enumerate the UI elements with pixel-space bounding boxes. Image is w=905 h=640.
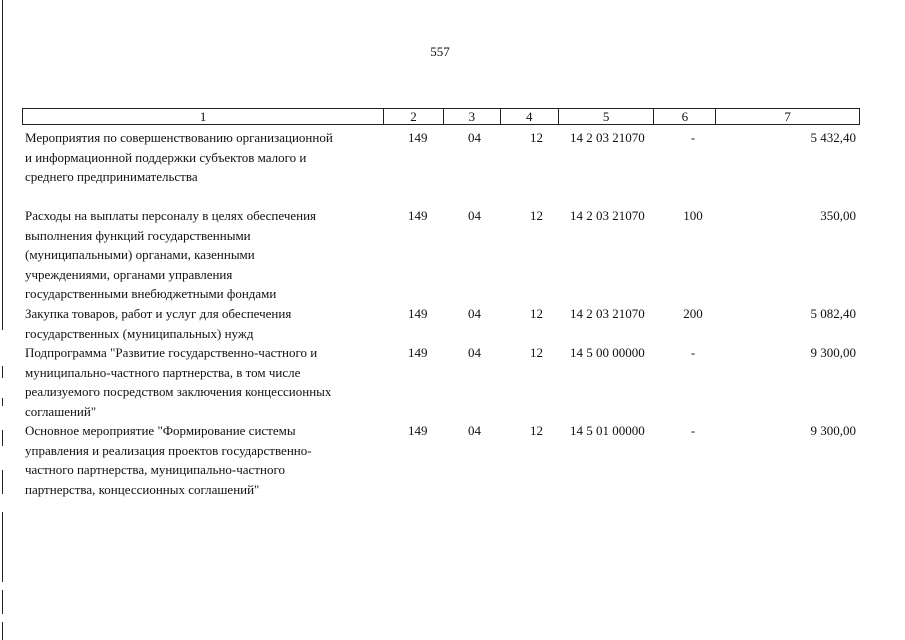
row-rz: 04: [468, 345, 481, 360]
row-vr: -: [690, 345, 696, 360]
row-name-line: Мероприятия по совершенствованию организационной: [25, 130, 333, 145]
row-rz: 04: [468, 306, 481, 321]
scan-edge-line: [2, 512, 3, 582]
column-number-2: 2: [384, 109, 444, 124]
row-name: [25, 206, 385, 304]
row-vr: -: [690, 423, 696, 438]
scan-edge-line: [2, 470, 3, 494]
row-csr: 14 5 00 00000: [570, 345, 645, 360]
column-number-1: 1: [23, 109, 384, 124]
row-csr: 14 2 03 21070: [570, 208, 645, 223]
row-name-line: Основное мероприятие "Формирование системы: [25, 423, 296, 438]
row-sum: 350,00: [820, 208, 856, 223]
row-name-line: Закупка товаров, работ и услуг для обеспечения: [25, 306, 292, 321]
row-name-line: выполнения функций государственными: [25, 227, 251, 243]
row-pr: 12: [530, 306, 543, 321]
scan-edge-line: [2, 622, 3, 640]
row-csr: 14 2 03 21070: [570, 130, 645, 145]
row-sum: 9 300,00: [810, 423, 856, 438]
row-rz: 04: [468, 208, 481, 223]
row-name: [25, 343, 385, 421]
row-name-line: реализуемого посредством заключения концессионных: [25, 384, 332, 399]
scan-edge-line: [2, 398, 3, 406]
row-name-line: соглашений": [25, 403, 97, 419]
row-name-line: государственными внебюджетными фондами: [25, 286, 277, 301]
scan-edge-line: [2, 366, 3, 378]
row-sum: 5 432,40: [810, 130, 856, 145]
column-number-4: 4: [501, 109, 559, 124]
row-name-line: Подпрограмма "Развитие государственно-частного и: [25, 345, 318, 360]
table-header-row: [22, 108, 860, 125]
row-pr: 12: [530, 208, 543, 223]
row-ved: 149: [408, 208, 428, 223]
column-number-6: 6: [654, 109, 716, 124]
page-number: 557: [430, 44, 450, 59]
row-csr: 14 2 03 21070: [570, 306, 645, 321]
row-ved: 149: [408, 423, 428, 438]
column-number-7: 7: [784, 109, 791, 124]
row-vr: -: [690, 130, 696, 145]
row-sum: 9 300,00: [810, 345, 856, 360]
row-name: [25, 421, 385, 499]
row-pr: 12: [530, 130, 543, 145]
row-vr: 200: [683, 306, 703, 321]
row-name-line: государственных (муниципальных) нужд: [25, 325, 254, 341]
row-rz: 04: [468, 423, 481, 438]
row-name-line: муниципально-частного партнерства, в том числе: [25, 364, 301, 380]
row-name-line: партнерства, концессионных соглашений": [25, 481, 260, 497]
row-name-line: среднего предпринимательства: [25, 169, 198, 184]
row-name-line: Расходы на выплаты персоналу в целях обеспечения: [25, 208, 317, 223]
row-csr: 14 5 01 00000: [570, 423, 645, 438]
row-ved: 149: [408, 345, 428, 360]
column-number-3: 3: [444, 109, 501, 124]
scan-edge-line: [2, 430, 3, 446]
row-pr: 12: [530, 423, 543, 438]
row-rz: 04: [468, 130, 481, 145]
row-name-line: (муниципальными) органами, казенными: [25, 247, 255, 262]
row-sum: 5 082,40: [810, 306, 856, 321]
row-name-line: учреждениями, органами управления: [25, 266, 233, 282]
row-name-line: и информационной поддержки субъектов малого и: [25, 149, 307, 165]
row-ved: 149: [408, 130, 428, 145]
column-number-5: 5: [559, 109, 655, 124]
scan-edge-line: [2, 590, 3, 614]
row-name-line: частного партнерства, муниципально-частного: [25, 462, 285, 477]
row-name: [25, 128, 385, 187]
row-pr: 12: [530, 345, 543, 360]
row-ved: 149: [408, 306, 428, 321]
row-name-line: управления и реализация проектов государственно-: [25, 442, 312, 458]
row-name: [25, 304, 385, 343]
row-vr: 100: [683, 208, 703, 223]
